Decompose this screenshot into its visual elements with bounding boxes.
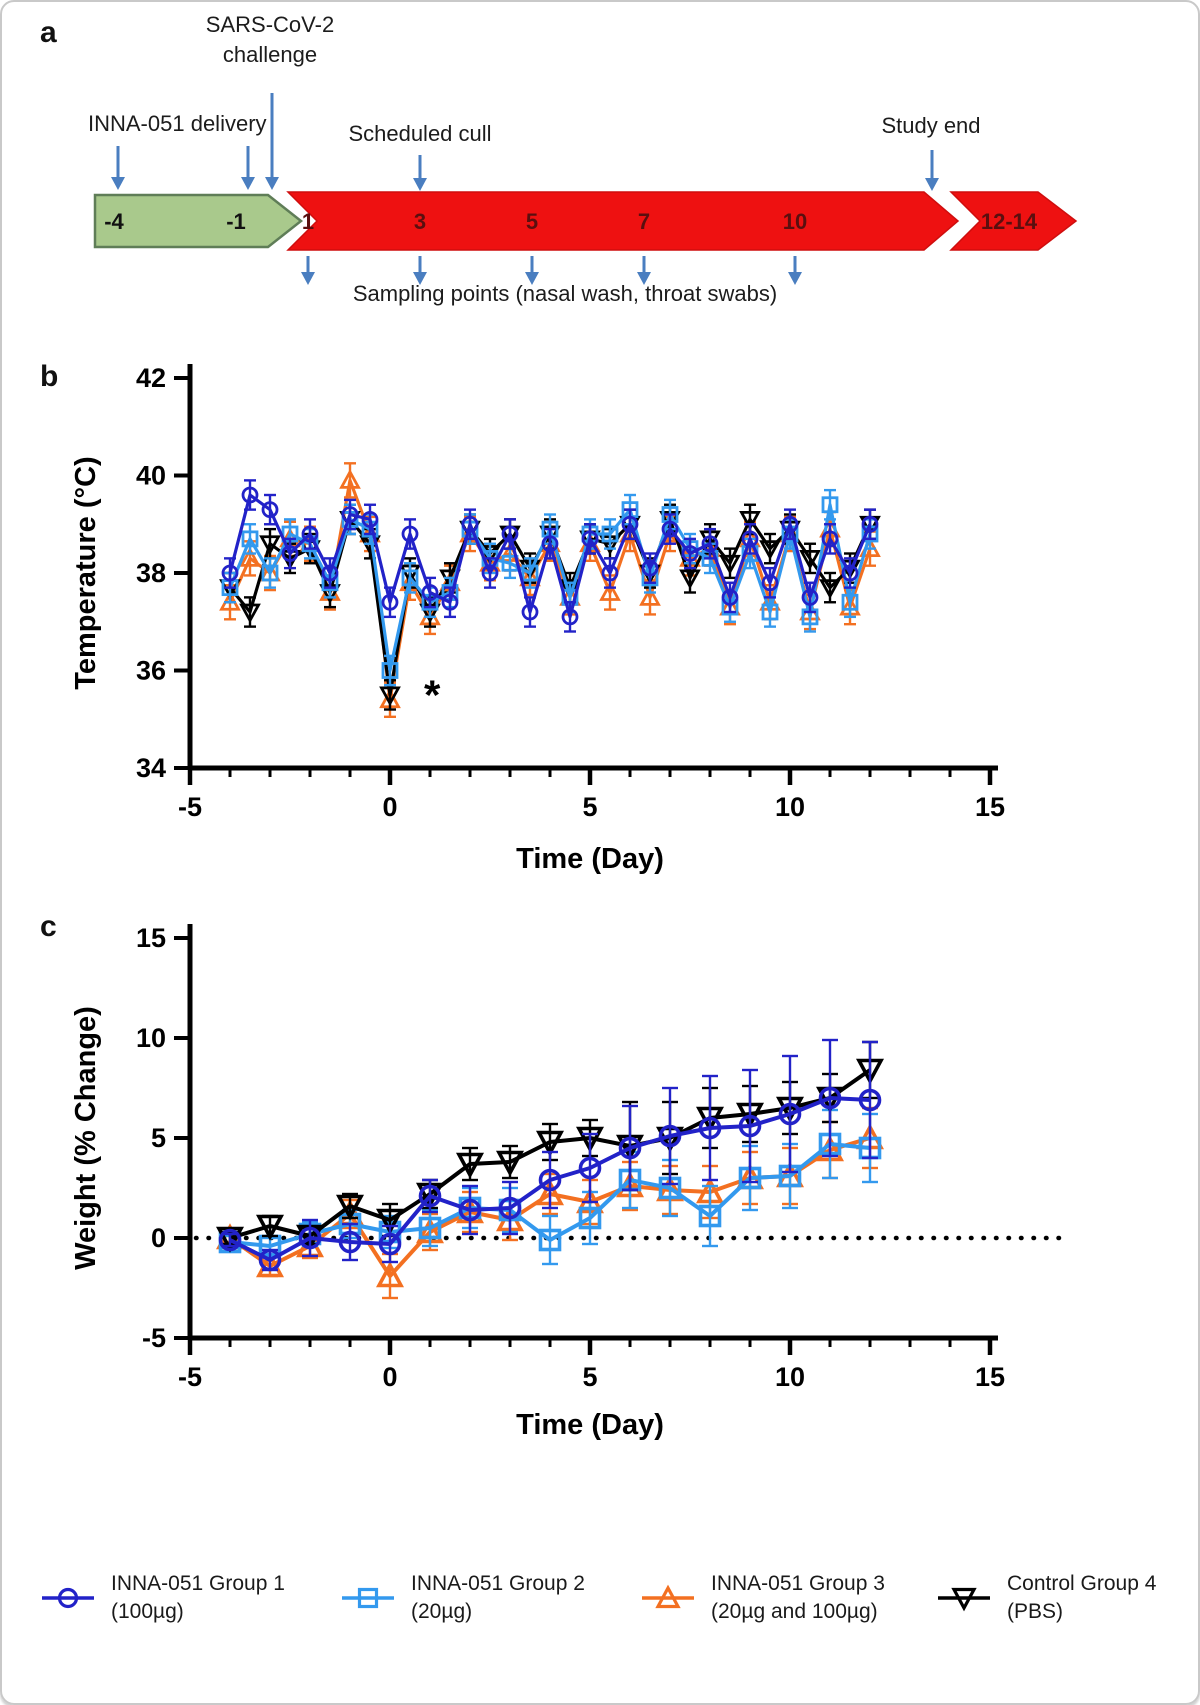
timeline-pretreatment-arrow: [95, 195, 301, 247]
y-tick-label: 15: [135, 923, 166, 953]
significance-asterisk: *: [424, 671, 441, 719]
x-tick-label: 5: [582, 1362, 598, 1392]
legend-item-group1: [38, 1570, 285, 1627]
timeline-day-3: 3: [413, 209, 427, 234]
timeline-day-1: 1: [301, 209, 315, 234]
legend-group1-line2: (100µg): [111, 1600, 184, 1624]
inna-delivery-label: INNA-051 delivery: [88, 111, 267, 136]
panel-a-label: a: [40, 16, 57, 49]
sampling-points-label: Sampling points (nasal wash, throat swabs): [352, 281, 778, 306]
sars-challenge-label-line1: SARS-CoV-2: [205, 12, 335, 37]
legend-group4-line2: (PBS): [1007, 1600, 1064, 1624]
study-end-arrow: [925, 150, 939, 191]
legend-label-group1: [111, 1570, 285, 1627]
scheduled-cull-arrow: [413, 155, 427, 191]
timeline-infection-band: [288, 192, 958, 250]
group3-triangle-marker-icon: [638, 1582, 698, 1614]
temperature-chart: [0, 348, 1200, 904]
x-axis-title: Time (Day): [516, 843, 664, 875]
y-axis-title: Weight (% Change): [70, 1006, 102, 1270]
panel-b-label: b: [40, 360, 59, 393]
x-tick-label: 0: [382, 792, 398, 822]
x-tick-label: 10: [774, 792, 806, 822]
weight-chart: [0, 903, 1200, 1448]
legend-group3-line2: (20µg and 100µg): [711, 1600, 878, 1624]
x-tick-label: 5: [582, 792, 598, 822]
scheduled-cull-label: Scheduled cull: [348, 121, 492, 146]
group1-circle-marker-icon: [38, 1582, 98, 1614]
y-tick-label: 40: [135, 460, 166, 491]
legend-group4-line1: Control Group 4: [1007, 1572, 1157, 1595]
group2-square-marker-icon: [338, 1582, 398, 1614]
y-tick-label: 34: [135, 753, 166, 783]
timeline-day--4: -4: [104, 209, 124, 234]
figure-legend: [0, 1556, 1200, 1666]
legend-group2-line1: INNA-051 Group 2: [411, 1572, 585, 1595]
x-axis-title: Time (Day): [516, 1409, 664, 1441]
x-tick-label: 15: [974, 1362, 1006, 1392]
sars-challenge-label-line2: challenge: [222, 42, 318, 67]
x-tick-label: 15: [974, 792, 1006, 822]
panel-c-label: c: [40, 910, 57, 943]
x-tick-label: 10: [774, 1362, 806, 1392]
y-tick-label: 5: [150, 1123, 166, 1153]
y-tick-label: -5: [141, 1323, 166, 1353]
y-tick-label: 10: [135, 1023, 166, 1053]
x-tick-label: -5: [177, 1362, 203, 1392]
timeline-day-10: 10: [782, 209, 808, 234]
sars-challenge-arrow: [265, 93, 279, 190]
y-axis-title: Temperature (°C): [70, 456, 102, 690]
timeline-day-7: 7: [637, 209, 651, 234]
inna-delivery-arrow-day-4: [111, 146, 125, 190]
series-triangle-up: [222, 463, 879, 717]
x-tick-label: -5: [177, 792, 203, 822]
timeline-day--1: -1: [226, 209, 246, 234]
legend-group1-line1: INNA-051 Group 1: [111, 1572, 285, 1595]
legend-item-group2: [338, 1570, 585, 1627]
legend-label-group2: [411, 1570, 585, 1627]
timeline-day-5: 5: [525, 209, 539, 234]
legend-label-group4: [1007, 1570, 1156, 1627]
legend-item-group3: [638, 1570, 885, 1627]
group4-inverted-triangle-marker-icon: [934, 1582, 994, 1614]
legend-group3-line1: INNA-051 Group 3: [711, 1572, 885, 1595]
y-tick-label: 0: [150, 1223, 166, 1253]
inna-delivery-arrow-day-1: [241, 146, 255, 190]
study-end-label: Study end: [881, 113, 981, 138]
x-tick-label: 0: [382, 1362, 398, 1392]
legend-item-group4: [934, 1570, 1156, 1627]
study-timeline-diagram: [0, 0, 1200, 340]
y-tick-label: 38: [135, 558, 166, 588]
y-tick-label: 42: [135, 363, 166, 393]
legend-label-group3: [711, 1570, 885, 1627]
timeline-day-12-14: 12-14: [980, 209, 1038, 234]
legend-group2-line2: (20µg): [411, 1600, 473, 1624]
y-tick-label: 36: [135, 655, 166, 686]
